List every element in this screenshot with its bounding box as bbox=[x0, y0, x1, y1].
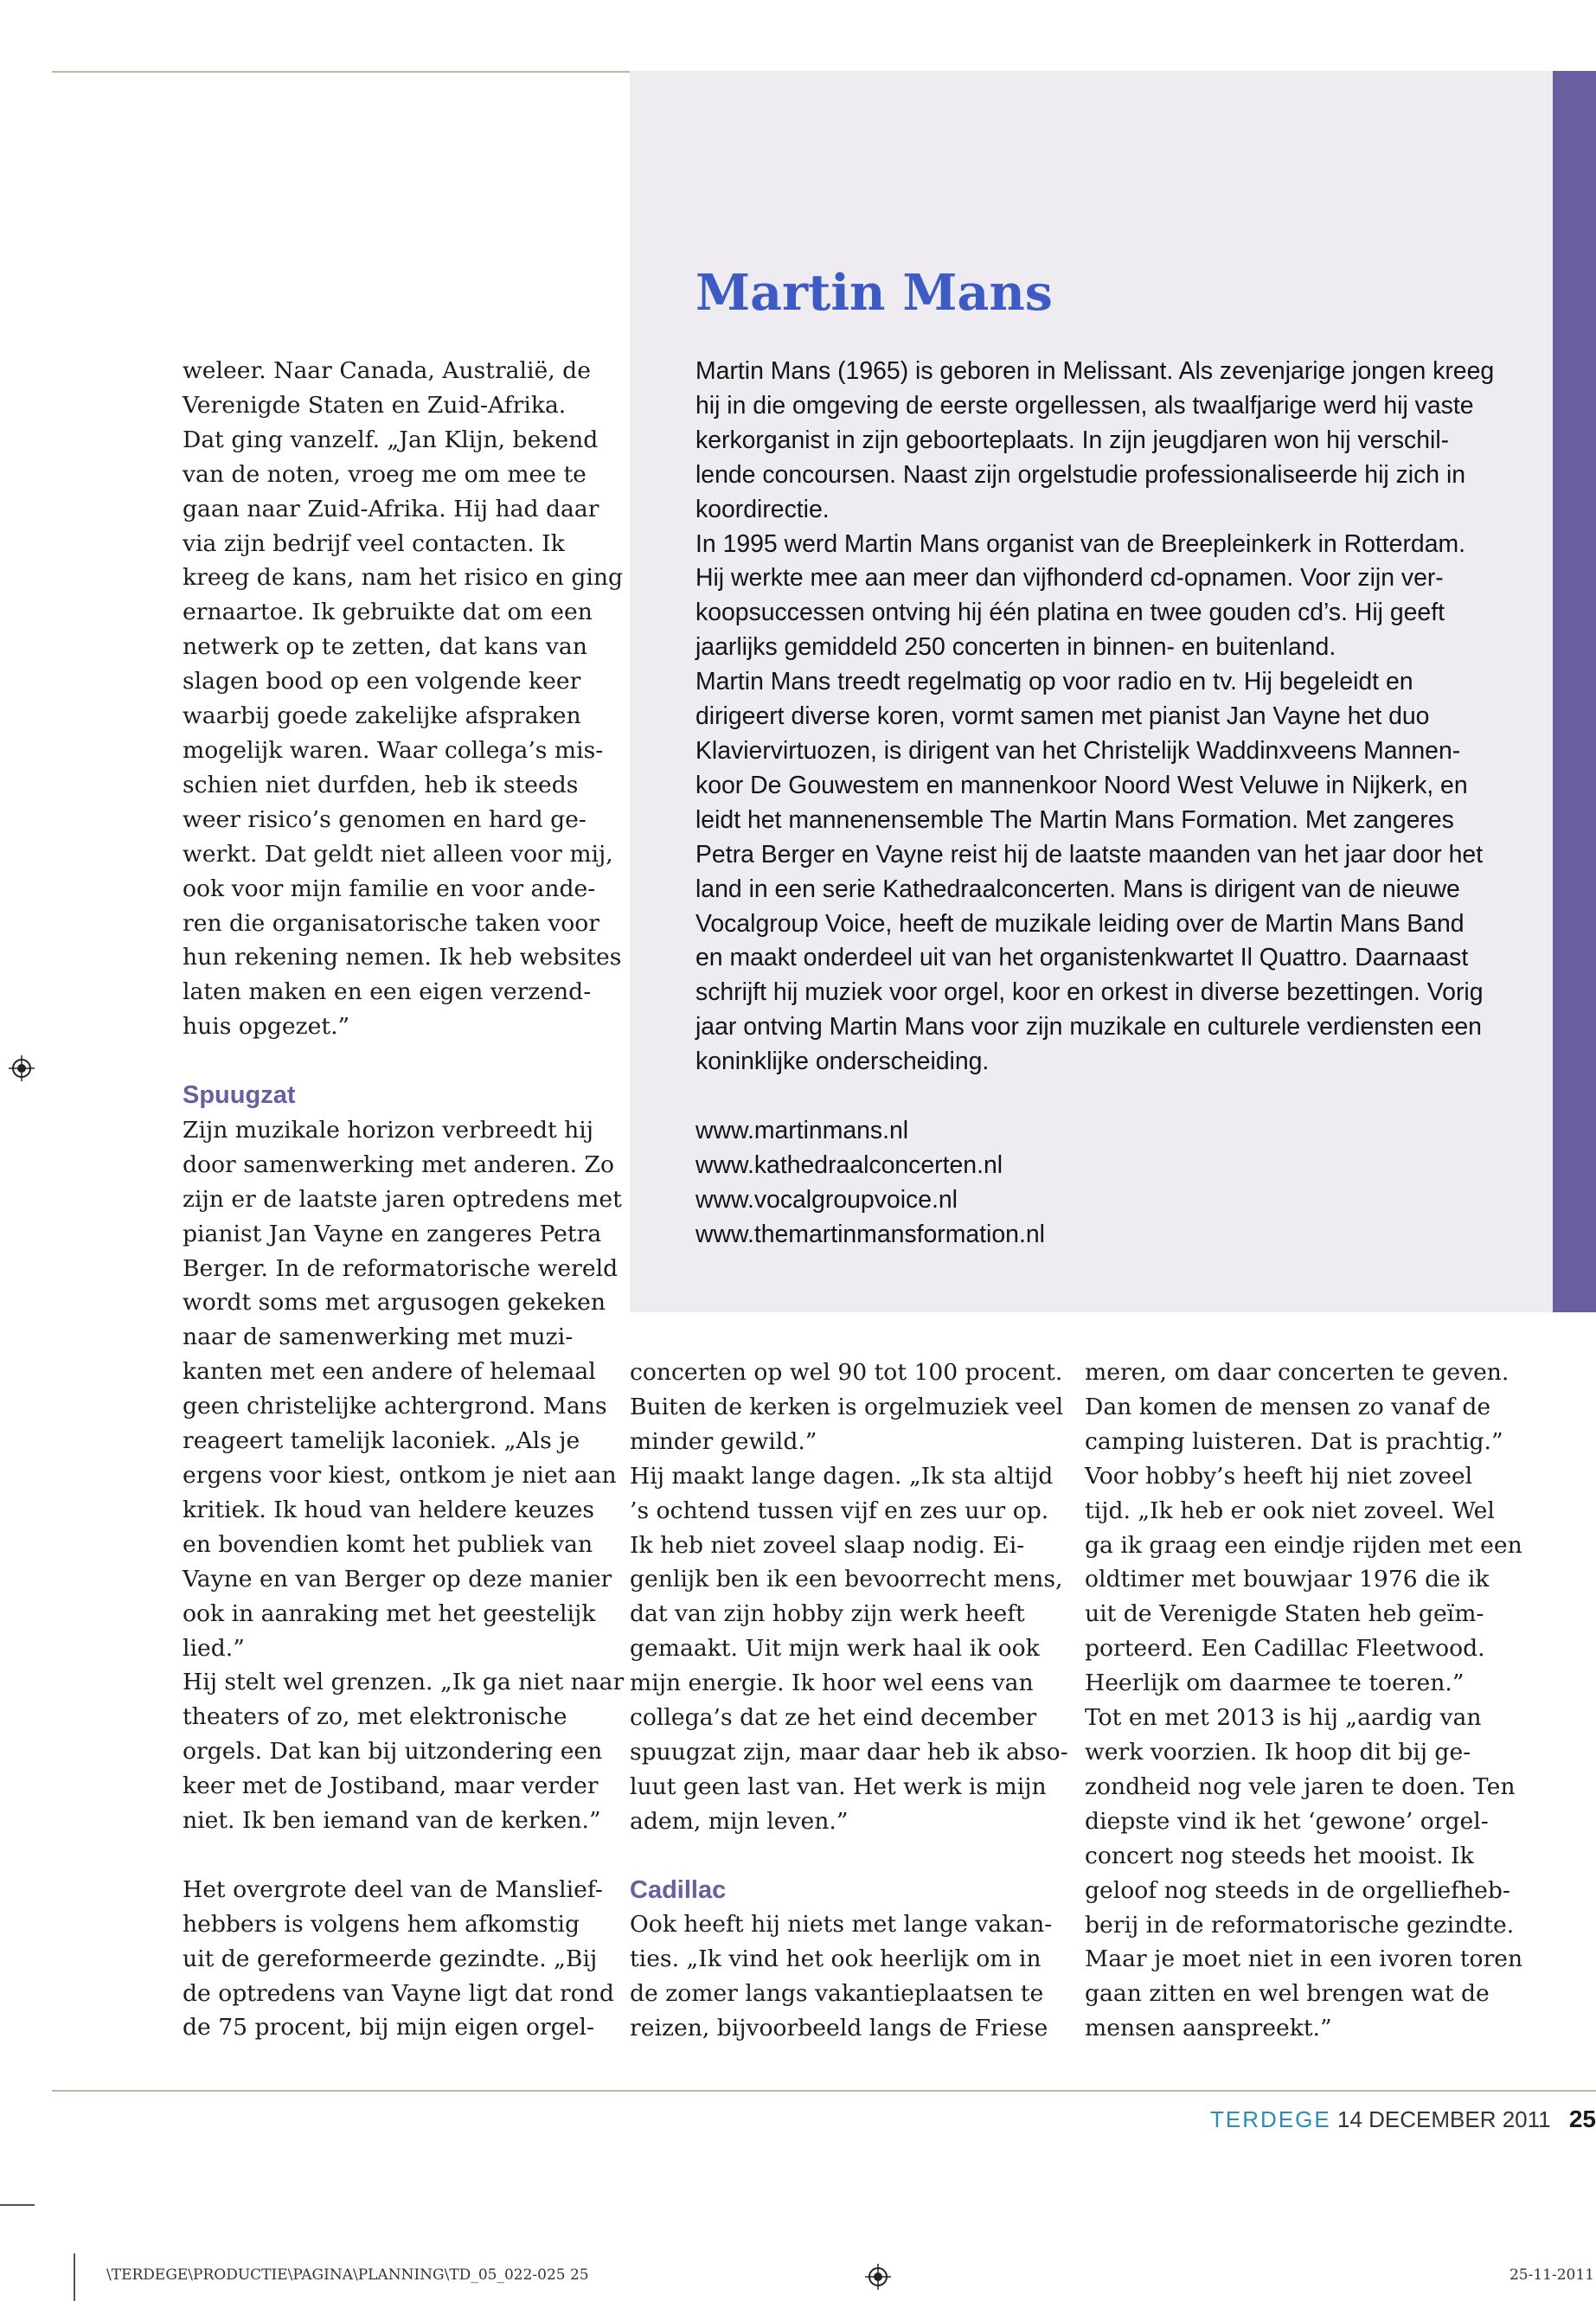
crop-mark bbox=[0, 2204, 35, 2206]
text-line: concert nog steeds het mooist. Ik bbox=[1085, 1842, 1474, 1869]
text-line: collega’s dat ze het eind december bbox=[630, 1704, 1037, 1732]
page-number: 25 bbox=[1568, 2106, 1596, 2132]
text-line: hun rekening nemen. Ik heb websites bbox=[183, 944, 622, 971]
text-line: waarbij goede zakelijke afspraken bbox=[183, 702, 581, 730]
text-line: ook voor mijn familie en voor ande- bbox=[183, 875, 596, 902]
text-line: lied.” bbox=[183, 1634, 245, 1662]
text-line: huis opgezet.” bbox=[183, 1013, 350, 1041]
sidebar-line: Petra Berger en Vayne reist hij de laatste maanden van het jaar door het bbox=[695, 840, 1484, 868]
text-line: tijd. „Ik heb er ook niet zoveel. Wel bbox=[1085, 1497, 1495, 1524]
text-line: gaan zitten en wel brengen wat de bbox=[1085, 1980, 1490, 2008]
text-line: ergens voor kiest, ontkom je niet aan bbox=[183, 1461, 617, 1489]
text-line: pianist Jan Vayne en zangeres Petra bbox=[183, 1220, 602, 1247]
text-line: Het overgrote deel van de Manslief- bbox=[183, 1875, 603, 1903]
text-line: zijn er de laatste jaren optredens met bbox=[183, 1185, 622, 1213]
text-line: wordt soms met argusogen gekeken bbox=[183, 1289, 606, 1317]
text-line: oldtimer met bouwjaar 1976 die ik bbox=[1085, 1566, 1490, 1593]
bottom-rule bbox=[52, 2090, 1596, 2092]
text-line: gemaakt. Uit mijn werk haal ik ook bbox=[630, 1635, 1040, 1663]
registration-mark-icon bbox=[865, 2264, 891, 2290]
text-line: niet. Ik ben iemand van de kerken.” bbox=[183, 1807, 601, 1835]
text-line: Maar je moet niet in een ivoren toren bbox=[1085, 1945, 1523, 1973]
text-line: Buiten de kerken is orgelmuziek veel bbox=[630, 1393, 1064, 1420]
text-line: werkt. Dat geldt niet alleen voor mij, bbox=[183, 840, 613, 868]
sidebar-line: dirigeert diverse koren, vormt samen met pianist Jan Vayne het duo bbox=[695, 702, 1430, 731]
sidebar-line: schrijft hij muziek voor orgel, koor en orkest in diverse bezettingen. Vorig bbox=[695, 978, 1484, 1007]
magazine-name: TERDEGE bbox=[1210, 2106, 1331, 2132]
link-martinmans[interactable]: www.martinmans.nl bbox=[695, 1117, 909, 1144]
text-line: Verenigde Staten en Zuid-Afrika. bbox=[183, 391, 567, 419]
text-line: zondheid nog vele jaren te doen. Ten bbox=[1085, 1772, 1516, 1800]
text-line: schien niet durfden, heb ik steeds bbox=[183, 771, 579, 798]
registration-mark-icon bbox=[9, 1055, 35, 1081]
sidebar-line: leidt het mannenensemble The Martin Mans Formation. Met zangeres bbox=[695, 805, 1454, 834]
print-slug-date: 25-11-2011 bbox=[1509, 2266, 1594, 2284]
text-line: hebbers is volgens hem afkomstig bbox=[183, 1910, 580, 1938]
paragraph-gap bbox=[183, 1838, 624, 1873]
subheading-cadillac: Cadillac bbox=[630, 1875, 727, 1904]
link-vocalgroupvoice[interactable]: www.vocalgroupvoice.nl bbox=[695, 1185, 958, 1214]
text-line: werk voorzien. Ik hoop dit bij ge- bbox=[1085, 1738, 1471, 1766]
text-line: ook in aanraking met het geestelijk bbox=[183, 1599, 596, 1627]
text-line: Heerlijk om daarmee te toeren.” bbox=[1085, 1670, 1465, 1697]
sidebar-line: lende concoursen. Naast zijn orgelstudie professionaliseerde hij zich in bbox=[695, 460, 1466, 489]
article-column-middle bbox=[630, 1356, 1068, 2046]
text-line: netwerk op te zetten, dat kans van bbox=[183, 633, 587, 661]
text-line: ties. „Ik vind het ook heerlijk om in bbox=[630, 1945, 1042, 1973]
text-line: kritiek. Ik houd van heldere keuzes bbox=[183, 1496, 594, 1523]
text-line: meren, om daar concerten te geven. bbox=[1085, 1359, 1509, 1386]
text-line: porteerd. Een Cadillac Fleetwood. bbox=[1085, 1635, 1485, 1663]
text-line: Voor hobby’s heeft hij niet zoveel bbox=[1085, 1462, 1473, 1490]
link-kathedraalconcerten[interactable]: www.kathedraalconcerten.nl bbox=[695, 1150, 1003, 1179]
text-line: dat van zijn hobby zijn werk heeft bbox=[630, 1600, 1025, 1628]
sidebar-line: kerkorganist in zijn geboorteplaats. In zijn jeugdjaren won hij verschil- bbox=[695, 426, 1450, 454]
text-line: reizen, bijvoorbeeld langs de Friese bbox=[630, 2015, 1048, 2042]
sidebar-line: koordirectie. bbox=[695, 495, 830, 523]
text-line: de 75 procent, bij mijn eigen orgel- bbox=[183, 2014, 594, 2041]
issue-date: 14 DECEMBER 2011 bbox=[1336, 2106, 1551, 2132]
paragraph-gap bbox=[630, 1839, 1068, 1874]
crop-mark bbox=[74, 2253, 75, 2301]
text-line: de zomer langs vakantieplaatsen te bbox=[630, 1980, 1044, 2008]
text-line: adem, mijn leven.” bbox=[630, 1807, 849, 1835]
text-line: uit de Verenigde Staten heb geïm- bbox=[1085, 1600, 1484, 1628]
text-line: Zijn muzikale horizon verbreedt hij bbox=[183, 1116, 594, 1144]
text-line: Ik heb niet zoveel slaap nodig. Ei- bbox=[630, 1531, 1025, 1559]
text-line: orgels. Dat kan bij uitzondering een bbox=[183, 1738, 603, 1766]
text-line: Hij stelt wel grenzen. „Ik ga niet naar bbox=[183, 1669, 625, 1696]
article-column-left bbox=[183, 354, 624, 2045]
text-line: via zijn bedrijf veel contacten. Ik bbox=[183, 529, 565, 557]
text-line: mogelijk waren. Waar collega’s mis- bbox=[183, 736, 604, 764]
text-line: geloof nog steeds in de orgelliefheb- bbox=[1085, 1876, 1510, 1904]
text-line: keer met de Jostiband, maar verder bbox=[183, 1772, 599, 1800]
sidebar-body bbox=[695, 355, 1543, 1080]
text-line: berij in de reformatorische gezindte. bbox=[1085, 1911, 1515, 1939]
text-line: ernaartoe. Ik gebruikte dat om een bbox=[183, 599, 593, 626]
sidebar-line: jaarlijks gemiddeld 250 concerten in binnen- en buitenland. bbox=[695, 633, 1336, 662]
text-line: Berger. In de reformatorische wereld bbox=[183, 1254, 619, 1282]
link-themartinmansformation[interactable]: www.themartinmansformation.nl bbox=[695, 1220, 1045, 1248]
sidebar-line: jaar ontving Martin Mans voor zijn muzikale en culturele verdiensten een bbox=[695, 1013, 1482, 1042]
text-line: Hij maakt lange dagen. „Ik sta altijd bbox=[630, 1462, 1054, 1490]
text-line: spuugzat zijn, maar daar heb ik abso- bbox=[630, 1738, 1068, 1766]
text-line: van de noten, vroeg me om mee te bbox=[183, 460, 586, 488]
sidebar-line: koninklijke onderscheiding. bbox=[695, 1048, 990, 1076]
sidebar-line: en maakt onderdeel uit van het organistenkwartet Il Quattro. Daarnaast bbox=[695, 944, 1469, 972]
sidebar-line: koor De Gouwestem en mannenkoor Noord West Veluwe in Nijkerk, en bbox=[695, 771, 1468, 799]
text-line: kanten met een andere of helemaal bbox=[183, 1358, 596, 1386]
text-line: theaters of zo, met elektronische bbox=[183, 1703, 567, 1731]
sidebar-title: Martin Mans bbox=[695, 264, 1053, 322]
sidebar-line: koopsuccessen ontving hij één platina en twee gouden cd’s. Hij geeft bbox=[695, 599, 1445, 627]
text-line: diepste vind ik het ‘gewone’ orgel- bbox=[1085, 1807, 1489, 1835]
article-column-right bbox=[1085, 1356, 1522, 2046]
text-line: kreeg de kans, nam het risico en ging bbox=[183, 564, 624, 592]
sidebar-line: Vocalgroup Voice, heeft de muzikale leiding over de Martin Mans Band bbox=[695, 909, 1465, 938]
text-line: Vayne en van Berger op deze manier bbox=[183, 1565, 612, 1593]
text-line: mijn energie. Ik hoor wel eens van bbox=[630, 1670, 1034, 1697]
text-line: Dat ging vanzelf. „Jan Klijn, bekend bbox=[183, 426, 599, 453]
text-line: door samenwerking met anderen. Zo bbox=[183, 1150, 615, 1178]
text-line: genlijk ben ik een bevoorrecht mens, bbox=[630, 1566, 1063, 1593]
text-line: Ook heeft hij niets met lange vakan- bbox=[630, 1911, 1053, 1939]
text-line: gaan naar Zuid-Afrika. Hij had daar bbox=[183, 495, 599, 522]
sidebar-line: Martin Mans treedt regelmatig op voor radio en tv. Hij begeleidt en bbox=[695, 668, 1413, 696]
text-line: weleer. Naar Canada, Australië, de bbox=[183, 357, 591, 384]
text-line: en bovendien komt het publiek van bbox=[183, 1530, 593, 1558]
text-line: luut geen last van. Het werk is mijn bbox=[630, 1772, 1047, 1800]
subheading-spuugzat: Spuugzat bbox=[183, 1081, 296, 1110]
text-line: ren die organisatorische taken voor bbox=[183, 909, 599, 937]
text-line: geen christelijke achtergrond. Mans bbox=[183, 1393, 607, 1420]
text-line: ga ik graag een eindje rijden met een bbox=[1085, 1531, 1522, 1559]
text-line: ’s ochtend tussen vijf en zes uur op. bbox=[630, 1497, 1049, 1524]
print-slug-path: \TERDEGE\PRODUCTIE\PAGINA\PLANNING\TD_05_022-025 25 bbox=[106, 2266, 589, 2284]
sidebar-line: hij in die omgeving de eerste orgellessen, als twaalfjarige werd hij vaste bbox=[695, 391, 1474, 420]
text-line: slagen bood op een volgende keer bbox=[183, 668, 581, 695]
text-line: Dan komen de mensen zo vanaf de bbox=[1085, 1393, 1491, 1420]
text-line: mensen aanspreekt.” bbox=[1085, 2015, 1332, 2042]
sidebar-accent-stripe bbox=[1553, 71, 1596, 1312]
text-line: reageert tamelijk laconiek. „Als je bbox=[183, 1427, 580, 1455]
text-line: naar de samenwerking met muzi- bbox=[183, 1324, 574, 1351]
sidebar-line: land in een serie Kathedraalconcerten. Mans is dirigent van de nieuwe bbox=[695, 875, 1460, 903]
sidebar-line: Klaviervirtuozen, is dirigent van het Christelijk Waddinxveens Mannen- bbox=[695, 736, 1461, 765]
sidebar-line: In 1995 werd Martin Mans organist van de Breepleinkerk in Rotterdam. bbox=[695, 529, 1466, 558]
text-line: concerten op wel 90 tot 100 procent. bbox=[630, 1359, 1063, 1386]
sidebar-links bbox=[695, 1114, 1045, 1253]
text-line: weer risico’s genomen en hard ge- bbox=[183, 805, 586, 833]
sidebar-line: Martin Mans (1965) is geboren in Melissant. Als zevenjarige jongen kreeg bbox=[695, 357, 1495, 385]
text-line: camping luisteren. Dat is prachtig.” bbox=[1085, 1427, 1503, 1455]
paragraph-gap bbox=[183, 1044, 624, 1079]
text-line: de optredens van Vayne ligt dat rond bbox=[183, 1979, 614, 2007]
text-line: minder gewild.” bbox=[630, 1427, 817, 1455]
text-line: Tot en met 2013 is hij „aardig van bbox=[1085, 1704, 1482, 1732]
text-line: uit de gereformeerde gezindte. „Bij bbox=[183, 1945, 598, 1972]
text-line: laten maken en een eigen verzend- bbox=[183, 978, 592, 1006]
page-footer bbox=[1210, 2106, 1596, 2133]
sidebar-line: Hij werkte mee aan meer dan vijfhonderd cd-opnamen. Voor zijn ver- bbox=[695, 564, 1444, 593]
